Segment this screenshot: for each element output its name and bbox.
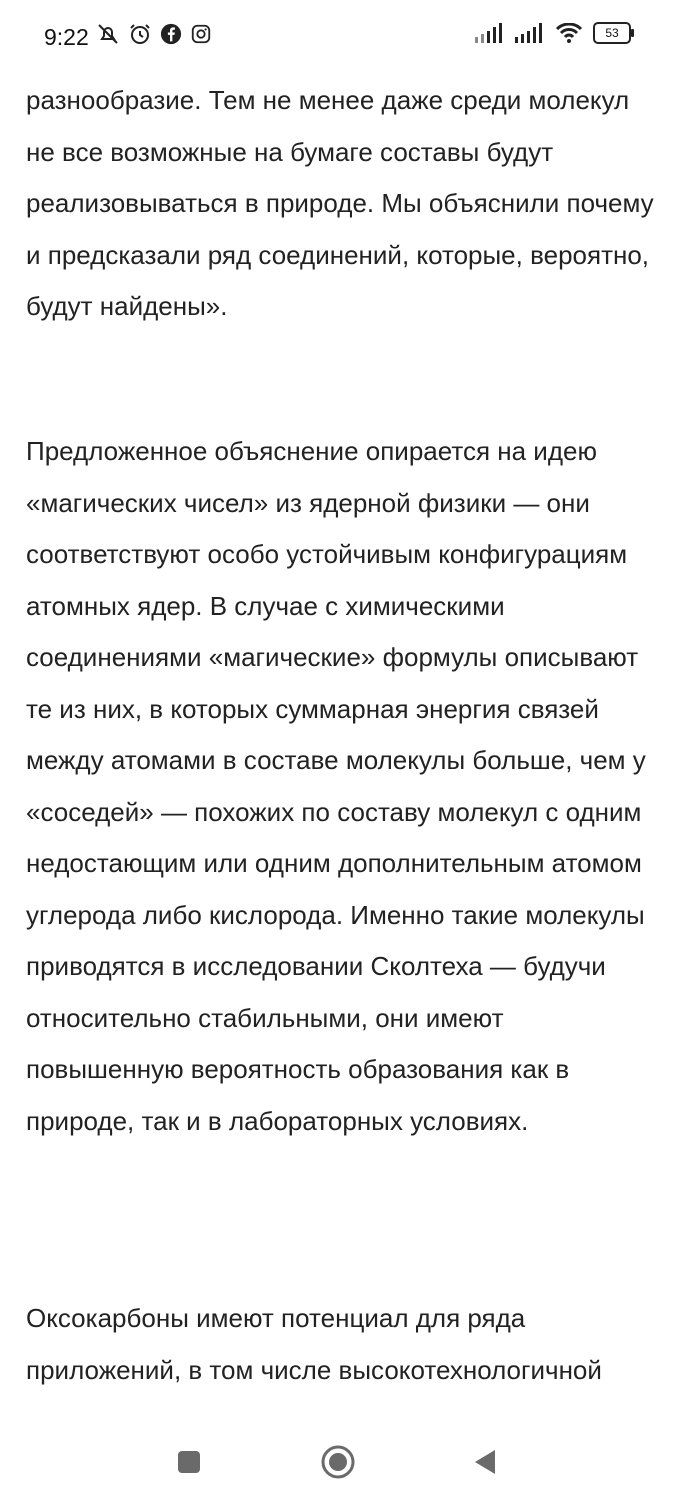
back-button[interactable] xyxy=(466,1442,506,1482)
home-button[interactable] xyxy=(318,1442,358,1482)
mute-bell-icon xyxy=(96,22,120,46)
recent-apps-button[interactable] xyxy=(169,1442,209,1482)
system-icons xyxy=(475,22,631,44)
recent-apps-icon xyxy=(175,1448,203,1476)
navigation-bar xyxy=(0,1420,675,1500)
status-bar xyxy=(0,0,675,72)
battery-level: 53 xyxy=(605,26,619,40)
notification-icons xyxy=(96,22,212,46)
home-icon xyxy=(320,1444,356,1480)
signal-icon xyxy=(515,23,545,43)
signal-icon xyxy=(475,23,505,43)
article-paragraph: Предложенное объяснение опирается на идею «магических чисел» из ядерной физики — они соответствуют особо устойчивым конфигурациям атомных ядер. В случае с химическими соединениями «магические» формулы описывают те из них, в которых суммарная энергия связей между атомами в составе молекулы больше, чем у «соседей» — похожих по составу молекул с одним недостающим или одним дополнительным атомом углерода либо кислорода. Именно такие молекулы приводятся в исследовании Сколтеха — будучи относительно стабильными, они имеют повышенную вероятность образования как в природе, так и в лабораторных условиях. xyxy=(26,436,646,1136)
instagram-icon xyxy=(190,23,212,45)
battery-indicator xyxy=(593,22,631,44)
back-icon xyxy=(471,1447,501,1477)
article-paragraph: разнообразие. Тем не менее даже среди молекул не все возможные на бумаге составы будут реализовываться в природе. Мы объяснили почему и предсказали ряд соединений, которые, вероятно, будут найдены». xyxy=(26,85,654,321)
facebook-icon xyxy=(160,23,182,45)
alarm-icon xyxy=(128,22,152,46)
wifi-icon xyxy=(555,23,583,43)
status-time: 9:22 xyxy=(44,24,89,50)
article-paragraph: Оксокарбоны имеют потенциал для ряда приложений, в том числе высокотехнологичной xyxy=(26,1303,602,1385)
